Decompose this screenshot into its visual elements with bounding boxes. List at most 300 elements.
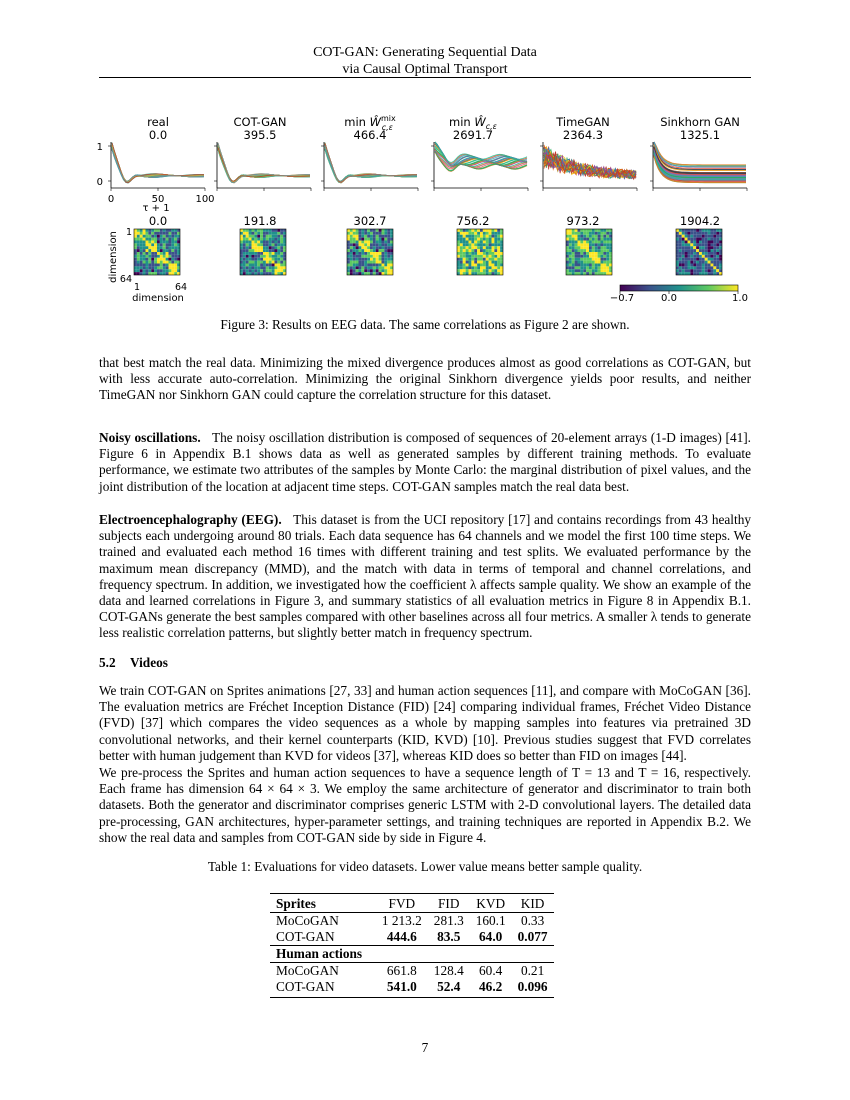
heatmap-cell (260, 264, 263, 267)
heatmap-cell (384, 246, 387, 249)
heatmap-cell (252, 266, 255, 269)
heatmap-cell (157, 246, 160, 249)
heatmap-cell (151, 261, 154, 264)
heatmap-cell (359, 246, 362, 249)
heatmap-cell (280, 261, 283, 264)
heatmap-cell (177, 258, 180, 261)
heatmap-cell (177, 252, 180, 255)
heatmap-cell (263, 243, 266, 246)
heatmap-cell (609, 269, 612, 272)
heatmap-cell (146, 232, 149, 235)
heatmap-cell (713, 266, 716, 269)
heatmap-cell (460, 235, 463, 238)
table-cell: 128.4 (433, 963, 464, 978)
heatmap-cell (257, 258, 260, 261)
heatmap-cell (367, 249, 370, 252)
heatmap-cell (163, 266, 166, 269)
heatmap-cell (494, 229, 497, 232)
table-cell: 281.3 (433, 913, 464, 928)
heatmap-cell (598, 272, 601, 275)
heatmap-cell (154, 272, 157, 275)
heatmap-cell (266, 269, 269, 272)
heatmap-cell (679, 241, 682, 244)
heatmap-cell (705, 232, 708, 235)
heatmap-cell (711, 261, 714, 264)
heatmap-cell (387, 272, 390, 275)
heatmap-cell (682, 232, 685, 235)
heatmap-cell (347, 269, 350, 272)
heatmap-cell (486, 269, 489, 272)
heatmap-cell (347, 261, 350, 264)
heatmap-cell (713, 261, 716, 264)
heatmap-cell (246, 272, 249, 275)
heatmap-cell (696, 235, 699, 238)
table-col-kvd: KVD (470, 894, 512, 913)
heatmap-cell (595, 264, 598, 267)
heatmap-cell (350, 229, 353, 232)
heatmap-cell (566, 241, 569, 244)
heatmap-cell (696, 272, 699, 275)
heatmap-cell (483, 241, 486, 244)
heatmap-cell (580, 232, 583, 235)
heatmap-cell (243, 272, 246, 275)
heatmap-cell (592, 241, 595, 244)
heatmap-cell (137, 249, 140, 252)
panel-top-value-4: 2364.3 (562, 128, 604, 142)
heatmap-cell (277, 241, 280, 244)
heatmap-cell (708, 246, 711, 249)
heatmap-cell (252, 255, 255, 258)
heatmap-cell (143, 258, 146, 261)
heatmap-cell (269, 243, 272, 246)
heatmap-cell (572, 243, 575, 246)
heatmap-cell (166, 229, 169, 232)
heatmap-cell (713, 246, 716, 249)
heatmap-cell (583, 241, 586, 244)
heatmap-cell (702, 258, 705, 261)
heatmap-cell (483, 238, 486, 241)
heatmap-cell (569, 246, 572, 249)
heatmap-cell (277, 269, 280, 272)
heatmap-cell (589, 269, 592, 272)
heatmap-cell (151, 235, 154, 238)
heatmap-cell (364, 264, 367, 267)
heatmap-cell (705, 261, 708, 264)
heatmap-cell (134, 258, 137, 261)
heatmap-cell (719, 235, 722, 238)
heatmap-cell (249, 264, 252, 267)
heatmap-cell (696, 261, 699, 264)
heatmap-cell (370, 246, 373, 249)
heatmap-cell (254, 258, 257, 261)
heatmap-cell (177, 238, 180, 241)
autocorr-curve (218, 148, 310, 181)
heatmap-cell (690, 269, 693, 272)
heatmap-cell (137, 229, 140, 232)
heatmap-cell (252, 249, 255, 252)
heatmap-cell (272, 249, 275, 252)
heatmap-cell (350, 241, 353, 244)
heatmap-cell (370, 241, 373, 244)
heatmap-cell (283, 241, 286, 244)
heatmap-cell (682, 258, 685, 261)
heatmap-cell (169, 238, 172, 241)
heatmap-cell (275, 243, 278, 246)
heatmap-cell (143, 264, 146, 267)
heatmap-cell (163, 269, 166, 272)
heatmap-cell (566, 252, 569, 255)
panel-bottom-value-0: 0.0 (148, 214, 168, 228)
heatmap-cell (240, 264, 243, 267)
heatmap-cell (572, 238, 575, 241)
heatmap-cell (586, 266, 589, 269)
heatmap-cell (685, 232, 688, 235)
heatmap-cell (275, 272, 278, 275)
heatmap-cell (477, 266, 480, 269)
heatmap-cell (719, 272, 722, 275)
heatmap-cell (679, 243, 682, 246)
heatmap-cell (163, 264, 166, 267)
heatmap-cell (177, 249, 180, 252)
heatmap-cell (277, 258, 280, 261)
results-table (270, 893, 554, 998)
heatmap-cell (474, 243, 477, 246)
heatmap-cell (361, 269, 364, 272)
heatmap-cell (676, 264, 679, 267)
heatmap-cell (494, 266, 497, 269)
heatmap-cell (254, 255, 257, 258)
heatmap-cell (373, 243, 376, 246)
heatmap-cell (134, 272, 137, 275)
heatmap-cell (160, 264, 163, 267)
heatmap-cell (373, 252, 376, 255)
heatmap-cell (174, 241, 177, 244)
paragraph-videos-1-text: We train COT-GAN on Sprites animations [27, 33] and human action sequences [11], and compare with MoCoGAN [36]. The evaluation metrics are Fréchet Inception Distance (FID) [24] comparing individual frames, Fréchet Video Distance (FVD) [37] which compares the video sequences as a whole by mapping samples into features via pretrained 3D convolutional networks, and their kernel counterparts (KID, KVD) [10]. Previous studies suggest that FVD correlates better with human judgement than KVD for videos [37], whereas KID does so better than FID on images [44]. (99, 683, 751, 763)
heatmap-cell (254, 229, 257, 232)
heatmap-cell (361, 255, 364, 258)
heatmap-cell (134, 261, 137, 264)
heatmap-cell (137, 232, 140, 235)
heatmap-cell (269, 241, 272, 244)
heatmap-cell (460, 258, 463, 261)
heatmap-cell (483, 249, 486, 252)
heatmap-cell (716, 269, 719, 272)
heatmap-cell (154, 261, 157, 264)
heatmap-cell (492, 258, 495, 261)
heatmap-cell (690, 258, 693, 261)
heatmap-cell (390, 255, 393, 258)
heatmap-cell (578, 249, 581, 252)
heatmap-cell (719, 249, 722, 252)
heatmap-cell (272, 258, 275, 261)
heatmap-cell (690, 264, 693, 267)
paragraph-noisy-oscillations (99, 430, 751, 495)
heatmap-cell (148, 266, 151, 269)
heatmap-cell (148, 264, 151, 267)
autocorr-curve (218, 150, 310, 183)
heatmap-cell (575, 238, 578, 241)
heatmap-cell (497, 269, 500, 272)
heatmap-cell (693, 241, 696, 244)
heatmap-cell (134, 246, 137, 249)
heatmap-cell (598, 264, 601, 267)
corr-x-tick-1: 1 (133, 282, 141, 293)
heatmap-cell (174, 232, 177, 235)
heatmap-cell (463, 235, 466, 238)
heatmap-cell (154, 246, 157, 249)
heatmap-cell (134, 241, 137, 244)
heatmap-cell (160, 269, 163, 272)
heatmap-cell (583, 229, 586, 232)
heatmap-cell (569, 272, 572, 275)
heatmap-cell (609, 255, 612, 258)
heatmap-cell (169, 252, 172, 255)
heatmap-cell (471, 246, 474, 249)
heatmap-cell (603, 272, 606, 275)
heatmap-cell (690, 235, 693, 238)
panel-title-mixed-prefix: min (344, 115, 370, 129)
heatmap-cell (705, 255, 708, 258)
heatmap-cell (382, 232, 385, 235)
heatmap-cell (140, 261, 143, 264)
heatmap-cell (466, 243, 469, 246)
heatmap-cell (690, 249, 693, 252)
heatmap-cell (716, 252, 719, 255)
heatmap-cell (699, 232, 702, 235)
heatmap-cell (688, 264, 691, 267)
heatmap-cell (682, 238, 685, 241)
paragraph-videos-2 (99, 765, 751, 846)
heatmap-cell (280, 243, 283, 246)
heatmap-cell (277, 255, 280, 258)
heatmap-cell (151, 255, 154, 258)
table-row (270, 913, 554, 930)
heatmap-cell (160, 229, 163, 232)
heatmap-cell (146, 255, 149, 258)
section-title: Videos (130, 655, 168, 670)
heatmap-cell (713, 252, 716, 255)
heatmap-cell (578, 266, 581, 269)
heatmap-cell (252, 235, 255, 238)
heatmap-cell (471, 235, 474, 238)
heatmap-cell (277, 266, 280, 269)
heatmap-cell (361, 246, 364, 249)
heatmap-cell (266, 232, 269, 235)
heatmap-cell (390, 246, 393, 249)
heatmap-cell (280, 269, 283, 272)
heatmap-cell (277, 243, 280, 246)
heatmap-cell (693, 232, 696, 235)
heatmap-cell (708, 238, 711, 241)
heatmap-cell (696, 243, 699, 246)
heatmap-cell (384, 238, 387, 241)
heatmap-cell (711, 241, 714, 244)
heatmap-cell (583, 264, 586, 267)
panel-top-value-5: 1325.1 (679, 128, 721, 142)
heatmap-cell (266, 229, 269, 232)
heatmap-cell (466, 269, 469, 272)
heatmap-cell (140, 238, 143, 241)
heatmap-cell (606, 241, 609, 244)
heatmap-cell (702, 232, 705, 235)
heatmap-cell (699, 249, 702, 252)
heatmap-cell (154, 235, 157, 238)
panel-top-value-2: 466.4 (353, 128, 387, 142)
table-row (270, 979, 554, 998)
heatmap-cell (137, 235, 140, 238)
heatmap-cell (373, 255, 376, 258)
table-cell: 0.21 (520, 963, 545, 978)
heatmap-cell (489, 266, 492, 269)
heatmap-cell (708, 235, 711, 238)
paragraph-continuation-text: that best match the real data. Minimizing the mixed divergence produces almost as good correlations as COT-GAN, but with less accurate auto-correlation. Minimizing the original Sinkhorn divergence yields poor results, and neither TimeGAN nor Sinkhorn GAN could capture the correlation structure for this dataset. (99, 355, 751, 403)
heatmap-cell (598, 241, 601, 244)
heatmap-cell (589, 264, 592, 267)
heatmap-cell (146, 272, 149, 275)
heatmap-cell (160, 258, 163, 261)
heatmap-cell (486, 264, 489, 267)
heatmap-cell (370, 232, 373, 235)
autocorr-x-tick-0: 0 (107, 194, 115, 205)
heatmap-cell (716, 261, 719, 264)
heatmap-cell (166, 238, 169, 241)
heatmap-cell (275, 252, 278, 255)
heatmap-cell (174, 261, 177, 264)
heatmap-cell (676, 243, 679, 246)
heatmap-cell (601, 232, 604, 235)
heatmap-cell (457, 238, 460, 241)
heatmap-cell (148, 235, 151, 238)
heatmap-cell (177, 272, 180, 275)
heatmap-cell (469, 252, 472, 255)
paragraph-noisy-body: The noisy oscillation distribution is composed of sequences of 20-element arrays (1-D images) [41]. Figure 6 in Appendix B.1 shows data as well as generated samples by different training methods. To evaluate performance, we estimate two attributes of the samples by Monte Carlo: the marginal distribution of pixel values, and the joint distribution of the location at adjacent time steps. COT-GAN samples match the real data best. (99, 430, 751, 494)
heatmap-cell (254, 235, 257, 238)
heatmap-cell (376, 269, 379, 272)
heatmap-cell (460, 232, 463, 235)
heatmap-cell (494, 232, 497, 235)
heatmap-cell (457, 241, 460, 244)
heatmap-cell (699, 246, 702, 249)
heatmap-cell (146, 243, 149, 246)
heatmap-cell (177, 235, 180, 238)
heatmap-cell (713, 255, 716, 258)
table-cell: 0.077 (517, 929, 548, 944)
heatmap-cell (154, 232, 157, 235)
heatmap-cell (603, 243, 606, 246)
heatmap-cell (246, 243, 249, 246)
heatmap-cell (595, 235, 598, 238)
heatmap-cell (679, 232, 682, 235)
heatmap-cell (690, 272, 693, 275)
heatmap-cell (609, 272, 612, 275)
heatmap-cell (143, 269, 146, 272)
heatmap-cell (693, 264, 696, 267)
heatmap-cell (586, 243, 589, 246)
heatmap-cell (347, 258, 350, 261)
heatmap-cell (364, 229, 367, 232)
heatmap-cell (151, 272, 154, 275)
heatmap-cell (696, 255, 699, 258)
table-cell: 46.2 (470, 979, 512, 998)
heatmap-cell (466, 246, 469, 249)
heatmap-cell (364, 269, 367, 272)
heatmap-cell (376, 229, 379, 232)
heatmap-cell (592, 258, 595, 261)
heatmap-cell (390, 229, 393, 232)
heatmap-cell (174, 243, 177, 246)
heatmap-cell (471, 241, 474, 244)
corr-x-tick-64: 64 (174, 282, 188, 293)
heatmap-cell (595, 269, 598, 272)
heatmap-cell (283, 243, 286, 246)
heatmap-cell (154, 258, 157, 261)
heatmap-cell (263, 266, 266, 269)
heatmap-cell (272, 229, 275, 232)
heatmap-cell (575, 241, 578, 244)
heatmap-cell (463, 246, 466, 249)
heatmap-cell (483, 264, 486, 267)
heatmap-cell (711, 255, 714, 258)
heatmap-cell (364, 243, 367, 246)
paragraph-eeg-title: Electroencephalography (EEG). (99, 512, 282, 527)
heatmap-cell (359, 269, 362, 272)
heatmap-cell (606, 258, 609, 261)
heatmap-cell (246, 229, 249, 232)
heatmap-cell (572, 246, 575, 249)
paragraph-eeg-body: This dataset is from the UCI repository [17] and contains recordings from 43 healthy subjects each undergoing around 80 trials. Each data sequence has 64 channels and we model the first 100 time steps. We trained and evaluated each method 16 times with different training and test splits. We evaluated performance by the maximum mean discrepancy (MMD), and the match with data in terms of temporal and channel correlations, and frequency spectrum. In addition, we investigated how the coefficient λ affects sample quality. We show an example of the data and learned correlations in Figure 3, and summary statistics of all evaluation metrics in Figure 8 in Appendix B.1. COT-GANs generate the best samples compared with other baselines across all four metrics. A smaller λ tends to generate less realistic correlation patterns, but slightly better match in frequency spectrum. (99, 512, 751, 641)
heatmap-cell (157, 243, 160, 246)
heatmap-cell (384, 261, 387, 264)
heatmap-cell (471, 258, 474, 261)
heatmap-cell (592, 261, 595, 264)
heatmap-cell (359, 266, 362, 269)
heatmap-cell (477, 255, 480, 258)
heatmap-cell (174, 264, 177, 267)
heatmap-cell (583, 255, 586, 258)
heatmap-cell (586, 246, 589, 249)
heatmap-cell (269, 264, 272, 267)
heatmap-cell (166, 264, 169, 267)
heatmap-cell (480, 272, 483, 275)
heatmap-cell (160, 249, 163, 252)
heatmap-cell (370, 249, 373, 252)
heatmap-cell (696, 266, 699, 269)
heatmap-cell (494, 255, 497, 258)
heatmap-cell (134, 238, 137, 241)
heatmap-cell (598, 269, 601, 272)
heatmap-cell (246, 252, 249, 255)
heatmap-cell (589, 246, 592, 249)
heatmap-cell (243, 266, 246, 269)
heatmap-cell (384, 255, 387, 258)
heatmap-cell (460, 229, 463, 232)
heatmap-cell (146, 235, 149, 238)
heatmap-cell (457, 272, 460, 275)
heatmap-cell (583, 238, 586, 241)
heatmap-cell (246, 258, 249, 261)
heatmap-cell (569, 252, 572, 255)
heatmap-cell (272, 269, 275, 272)
heatmap-cell (134, 232, 137, 235)
heatmap-cell (679, 238, 682, 241)
heatmap-cell (350, 272, 353, 275)
heatmap-cell (367, 235, 370, 238)
heatmap-cell (575, 232, 578, 235)
heatmap-cell (252, 269, 255, 272)
heatmap-cell (463, 258, 466, 261)
heatmap-cell (137, 272, 140, 275)
heatmap-cell (486, 249, 489, 252)
